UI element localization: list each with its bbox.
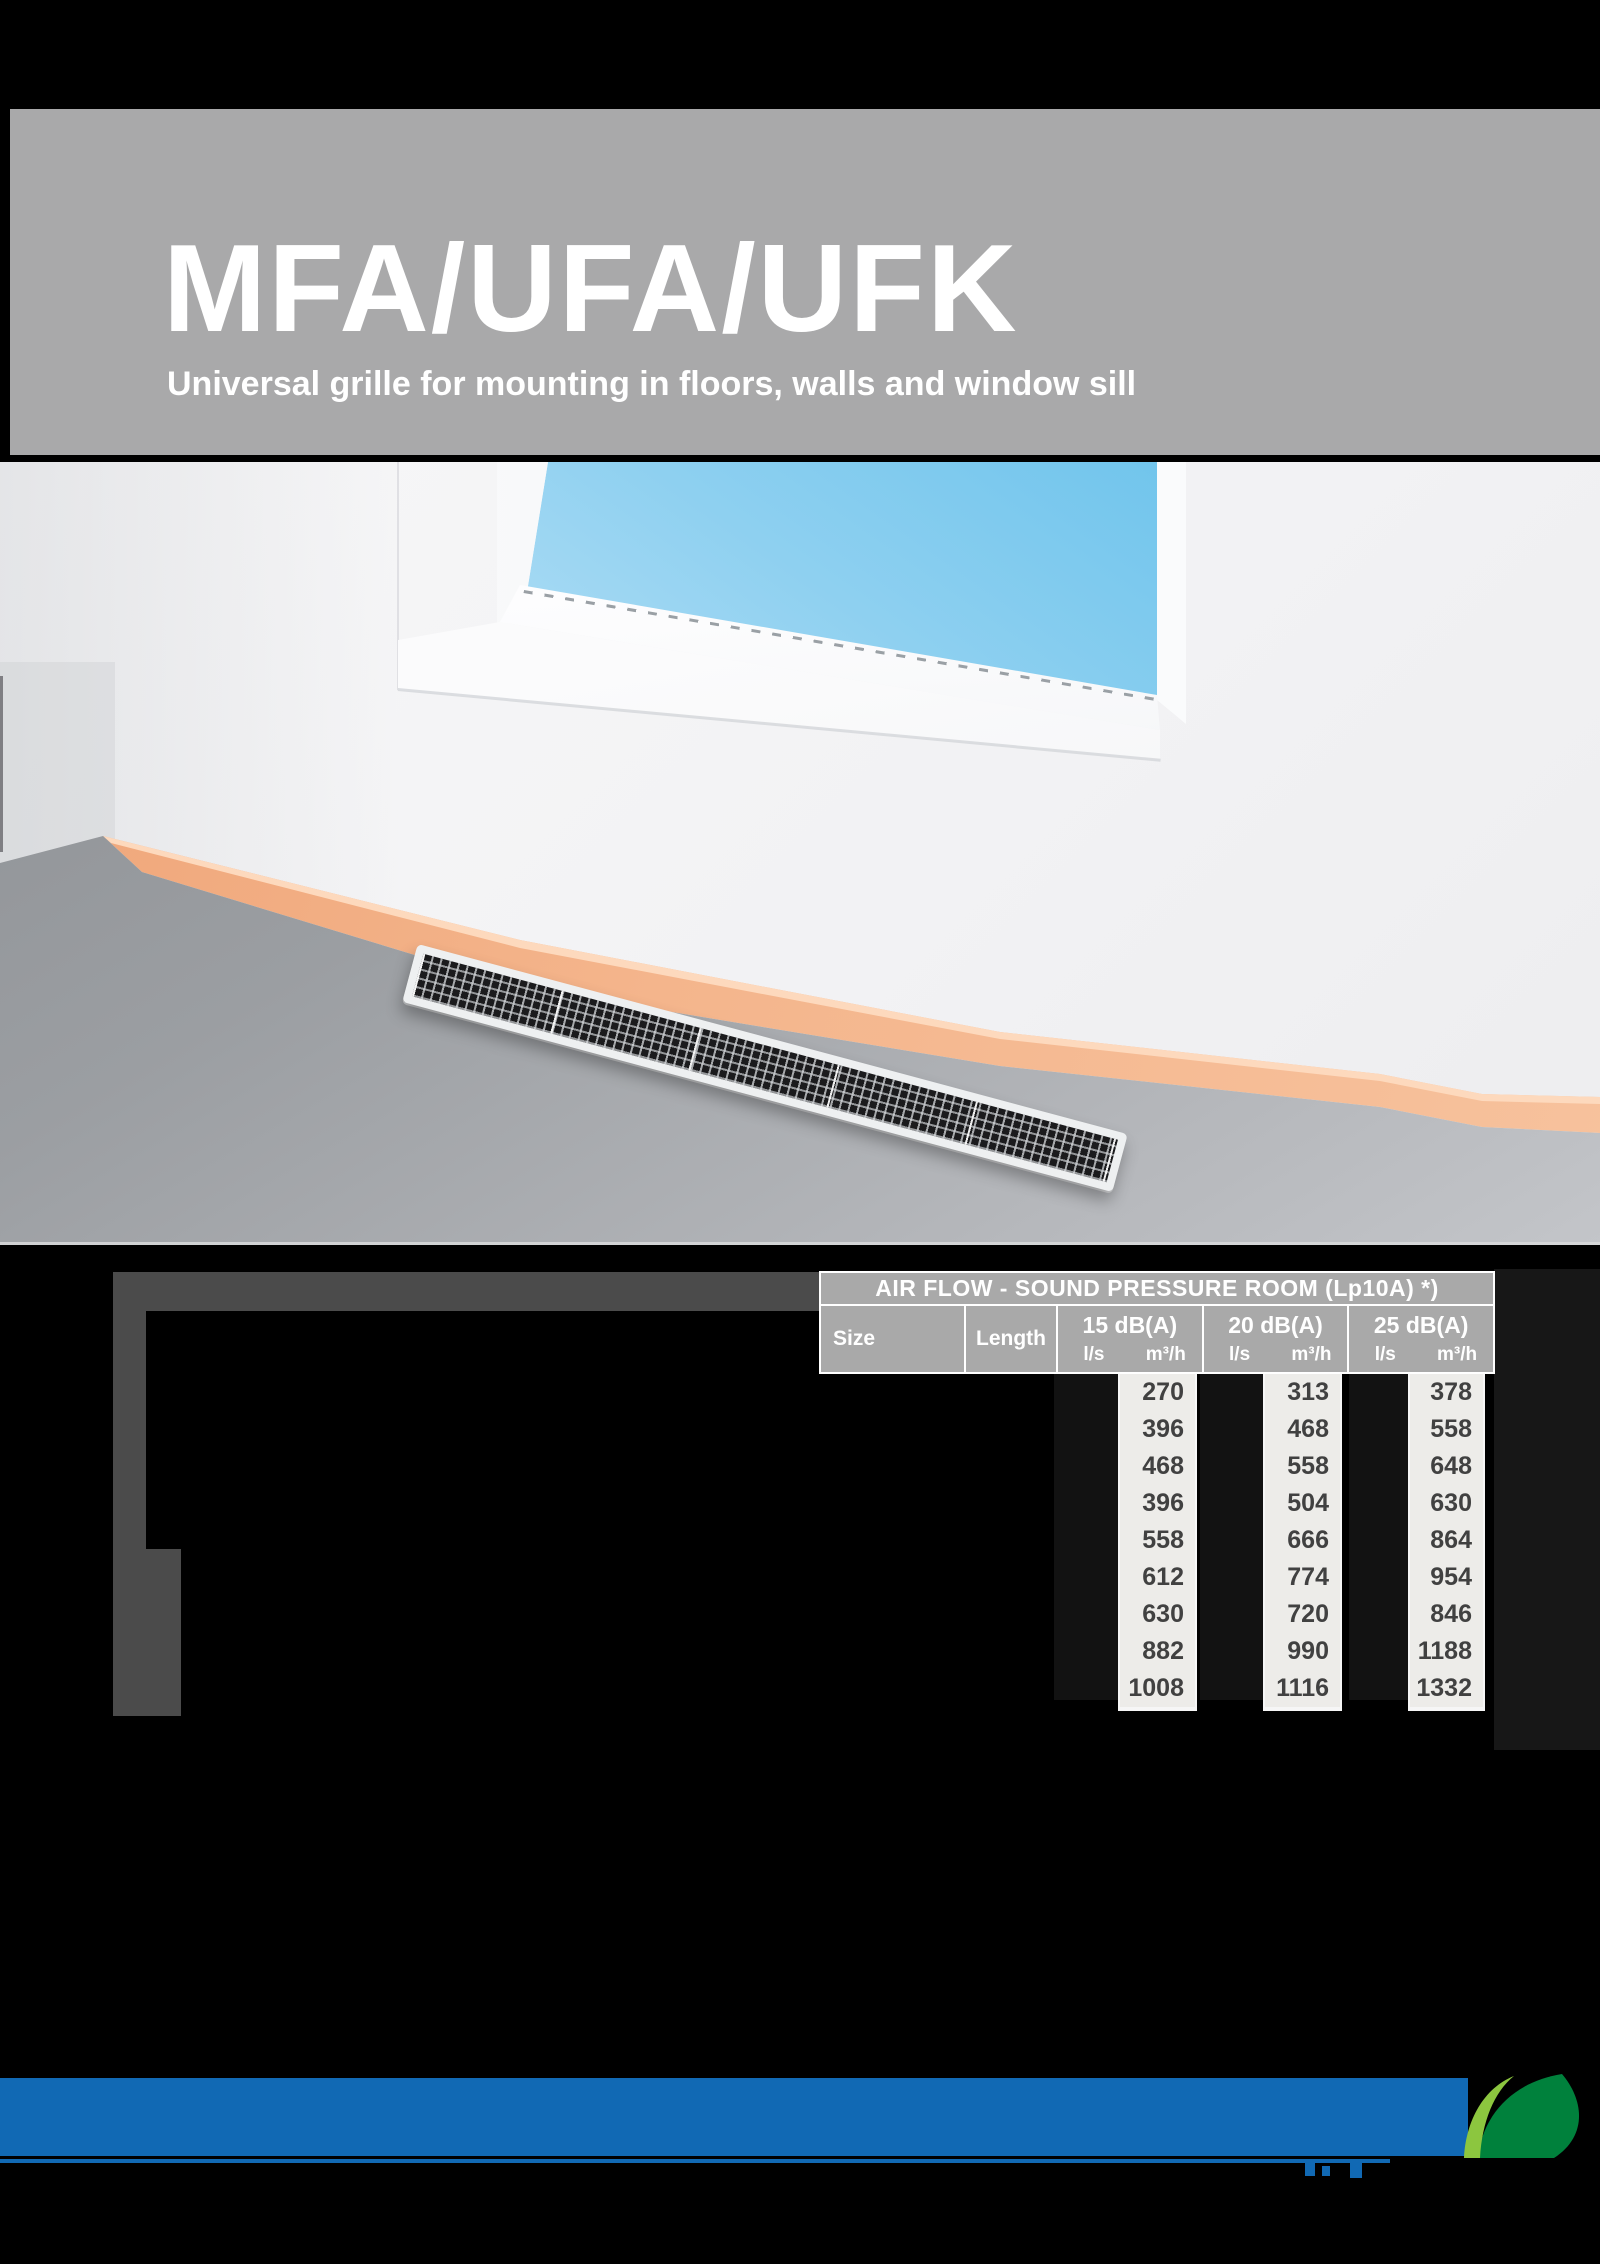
- sub-header-m3h: m³/h: [1291, 1344, 1332, 1365]
- flow-value-cell: 630: [1430, 1489, 1472, 1517]
- flow-value-cell: 1188: [1417, 1637, 1472, 1665]
- ls-column-25db: [1349, 1374, 1415, 1700]
- caption-frame-top: [113, 1272, 819, 1311]
- flow-value-cell: 882: [1142, 1637, 1184, 1665]
- flow-value-cell: 720: [1287, 1600, 1329, 1628]
- sub-header-m3h: m³/h: [1145, 1344, 1186, 1365]
- flow-value-cell: 396: [1142, 1489, 1184, 1517]
- flow-value-cell: 558: [1287, 1452, 1329, 1480]
- sub-header-ls: l/s: [1083, 1344, 1105, 1365]
- flow-value-cell: 468: [1287, 1415, 1329, 1443]
- page-subtitle: Universal grille for mounting in floors, walls and window sill: [167, 365, 1137, 403]
- airflow-table-header: [819, 1271, 1495, 1374]
- column-header-25db: [1347, 1306, 1493, 1372]
- flow-value-cell: 378: [1430, 1378, 1472, 1406]
- footer-logo-fragment: [1350, 2162, 1362, 2178]
- flow-value-cell: 1332: [1416, 1674, 1472, 1702]
- flow-value-cell: 1116: [1276, 1674, 1329, 1702]
- flow-value-cell: 630: [1142, 1600, 1184, 1628]
- flow-value-cell: 864: [1430, 1526, 1472, 1554]
- column-header-15db: [1056, 1306, 1202, 1372]
- ls-column-15db: [1054, 1374, 1120, 1700]
- table-title: AIR FLOW - SOUND PRESSURE ROOM (Lp10A) *): [821, 1273, 1493, 1304]
- m3h-column-20db: [1263, 1374, 1342, 1711]
- footer-logo-fragment: [1322, 2166, 1330, 2176]
- sub-header-m3h: m³/h: [1437, 1344, 1478, 1365]
- m3h-column-25db: [1408, 1374, 1485, 1711]
- flow-value-cell: 612: [1142, 1563, 1184, 1591]
- caption-frame-left: [113, 1272, 146, 1549]
- header-banner: [10, 109, 1600, 455]
- footer-rule: [0, 2159, 1390, 2163]
- flow-value-cell: 468: [1142, 1452, 1184, 1480]
- footer-bar: [0, 2078, 1468, 2156]
- flow-value-cell: 396: [1142, 1415, 1184, 1443]
- flow-value-cell: 846: [1430, 1600, 1472, 1628]
- column-header-20db: [1202, 1306, 1348, 1372]
- flow-value-cell: 558: [1142, 1526, 1184, 1554]
- flow-value-cell: 990: [1287, 1637, 1329, 1665]
- hero-photo: [0, 462, 1600, 1245]
- photo-bottom-edge: [0, 1242, 1600, 1245]
- column-header-length: Length: [964, 1306, 1056, 1372]
- flow-value-cell: 313: [1287, 1378, 1329, 1406]
- flow-value-cell: 1008: [1128, 1674, 1184, 1702]
- db-label: 15 dB(A): [1082, 1312, 1178, 1338]
- db-label: 20 dB(A): [1228, 1312, 1323, 1338]
- flow-value-cell: 648: [1430, 1452, 1472, 1480]
- flow-value-cell: 558: [1430, 1415, 1472, 1443]
- column-header-size: Size: [833, 1327, 876, 1350]
- brand-leaf-icon: [1448, 2072, 1596, 2158]
- page-title: MFA/UFA/UFK: [163, 220, 1019, 358]
- wall-corner-line: [0, 676, 3, 852]
- db-label: 25 dB(A): [1373, 1312, 1469, 1338]
- sub-header-ls: l/s: [1374, 1344, 1396, 1365]
- sub-header-ls: l/s: [1229, 1344, 1251, 1365]
- caption-frame-block: [113, 1549, 181, 1716]
- table-side-panel: [1494, 1269, 1600, 1750]
- flow-value-cell: 270: [1142, 1378, 1184, 1406]
- ls-column-20db: [1200, 1374, 1266, 1700]
- table-column-headers: [821, 1304, 1493, 1372]
- flow-value-cell: 504: [1287, 1489, 1329, 1517]
- flow-value-cell: 774: [1287, 1563, 1329, 1591]
- flow-value-cell: 666: [1287, 1526, 1329, 1554]
- flow-value-cell: 954: [1430, 1563, 1472, 1591]
- footer-logo-fragment: [1305, 2162, 1315, 2176]
- m3h-column-15db: [1118, 1374, 1197, 1711]
